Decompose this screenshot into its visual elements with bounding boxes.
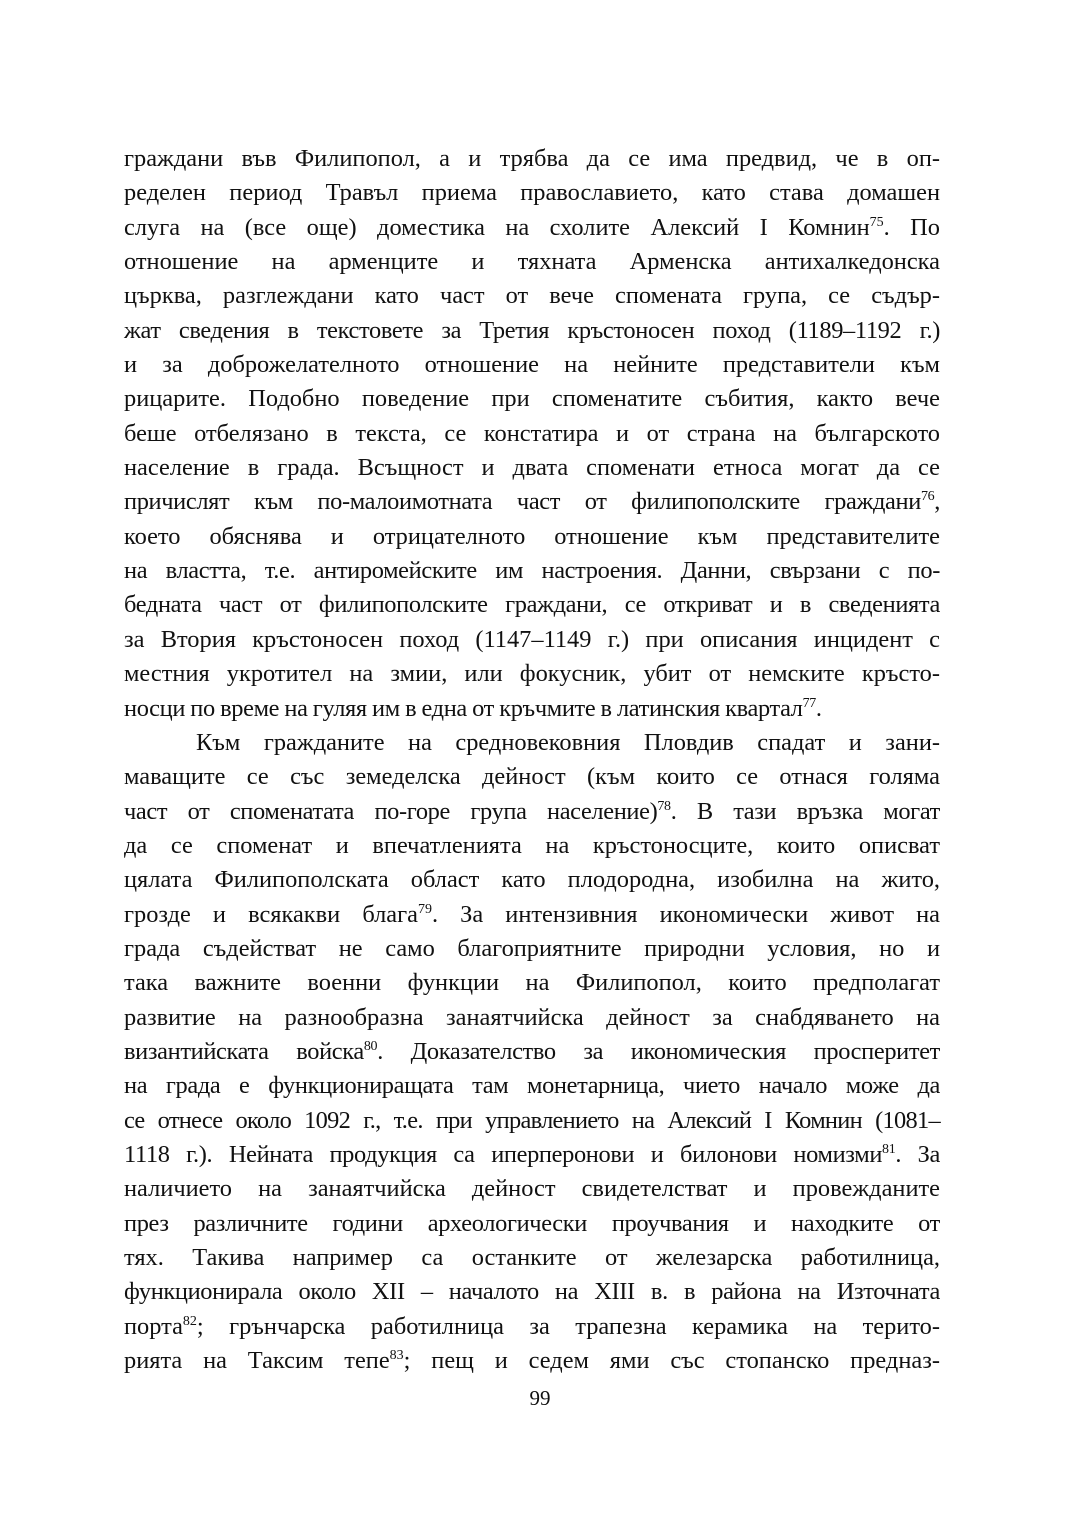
- footnote-marker: 76: [920, 489, 935, 505]
- text-line: града съдействат не само благоприятните природни условия, но и: [124, 934, 940, 962]
- text-line: беше отбелязано в текста, се констатира и от страна на българското: [124, 419, 940, 447]
- text-line: носци по време на гуляя им в една от кръчмите в латинския квартал$^{77}$.: [124, 694, 822, 722]
- footnote-marker: 83: [389, 1348, 404, 1364]
- footnote-marker: 77: [802, 695, 816, 711]
- text-line: рията на Таксим тепе$^{83}$; пещ и седем ями със стопанско предназ-: [124, 1347, 940, 1375]
- text-line: причислят към по-малоимотната част от филипополските граждани$^{76}$,: [124, 488, 940, 516]
- text-line: наличието на занаятчийска дейност свидетелстват и провежданите: [124, 1175, 940, 1203]
- text-line: се отнесе около 1092 г., т.е. при управлението на Алексий I Комнин (1081–: [124, 1106, 940, 1134]
- text-line: местния укротител на змии, или фокусник, убит от немските кръсто-: [124, 660, 940, 688]
- footnote-marker: 80: [363, 1038, 378, 1054]
- text-line: тях. Такива например са останките от железарска работилница,: [124, 1244, 940, 1271]
- text-line: порта$^{82}$; грънчарска работилница за трапезна керамика на терито-: [124, 1312, 940, 1340]
- text-line: на властта, т.е. антиромейските им настроения. Данни, свързани с по-: [124, 557, 940, 585]
- text-line: бедната част от филипополските граждани, се откриват и в сведенията: [124, 591, 940, 619]
- text-line: за Втория кръстоносен поход (1147–1149 г.) при описания инцидент с: [124, 625, 940, 653]
- text-line: население в града. Всъщност и двата споменати етноса могат да се: [124, 454, 940, 482]
- text-line: грозде и всякакви блага$^{79}$. За интензивния икономически живот на: [124, 900, 940, 928]
- page-number: 99: [529, 1386, 551, 1410]
- text-line: византийската войска$^{80}$. Доказателство за икономическия просперитет: [124, 1037, 940, 1065]
- text-line: на града е функциониращата там монетарница, чието начало може да: [124, 1072, 940, 1100]
- text-line: функционирала около XII – началото на XIII в. в района на Източната: [124, 1278, 940, 1306]
- text-line: слуга на (все още) доместика на схолите Алексий I Комнин$^{75}$. По: [124, 213, 940, 241]
- text-line: ределен период Травъл приема православието, като става домашен: [124, 179, 940, 207]
- footnote-marker: 81: [882, 1141, 896, 1157]
- text-line: граждани във Филипопол, а и трябва да се има предвид, че в оп-: [124, 145, 940, 172]
- text-line: Към гражданите на средновековния Пловдив спадат и зани-: [196, 728, 940, 756]
- text-line: 1118 г.). Нейната продукция са иперперонови и билонови номизми$^{81}$. За: [124, 1140, 941, 1168]
- footnote-marker: 82: [182, 1313, 197, 1329]
- text-line: църква, разглеждани като част от вече спомената група, се съдър-: [124, 282, 940, 310]
- text-line: маващите се със земеделска дейност (към които се отнася голяма: [124, 763, 940, 791]
- text-line: отношение на арменците и тяхната Арменска антихалкедонска: [124, 248, 940, 276]
- text-line: което обяснява и отрицателното отношение към представителите: [124, 522, 940, 550]
- text-line: част от споменатата по-горе група население)$^{78}$. В тази връзка могат: [124, 797, 940, 825]
- footnote-marker: 79: [417, 901, 432, 917]
- body-text: [124, 142, 940, 1378]
- text-line: жат сведения в текстовете за Третия кръстоносен поход (1189–1192 г.): [124, 316, 940, 344]
- footnote-marker: 78: [657, 798, 671, 814]
- text-line: така важните военни функции на Филипопол, които предполагат: [124, 969, 940, 997]
- text-line: цялата Филипополската област като плодородна, изобилна на жито,: [124, 866, 940, 894]
- text-line: развитие на разнообразна занаятчийска дейност за снабдяването на: [124, 1003, 940, 1031]
- text-line: да се споменат и впечатленията на кръстоносците, които описват: [124, 831, 940, 859]
- text-line: и за доброжелателното отношение на нейните представители към: [124, 351, 940, 379]
- footnote-marker: 75: [869, 214, 884, 230]
- text-line: рицарите. Подобно поведение при споменатите събития, както вече: [124, 385, 940, 413]
- text-line: през различните години археологически проучвания и находките от: [124, 1209, 940, 1237]
